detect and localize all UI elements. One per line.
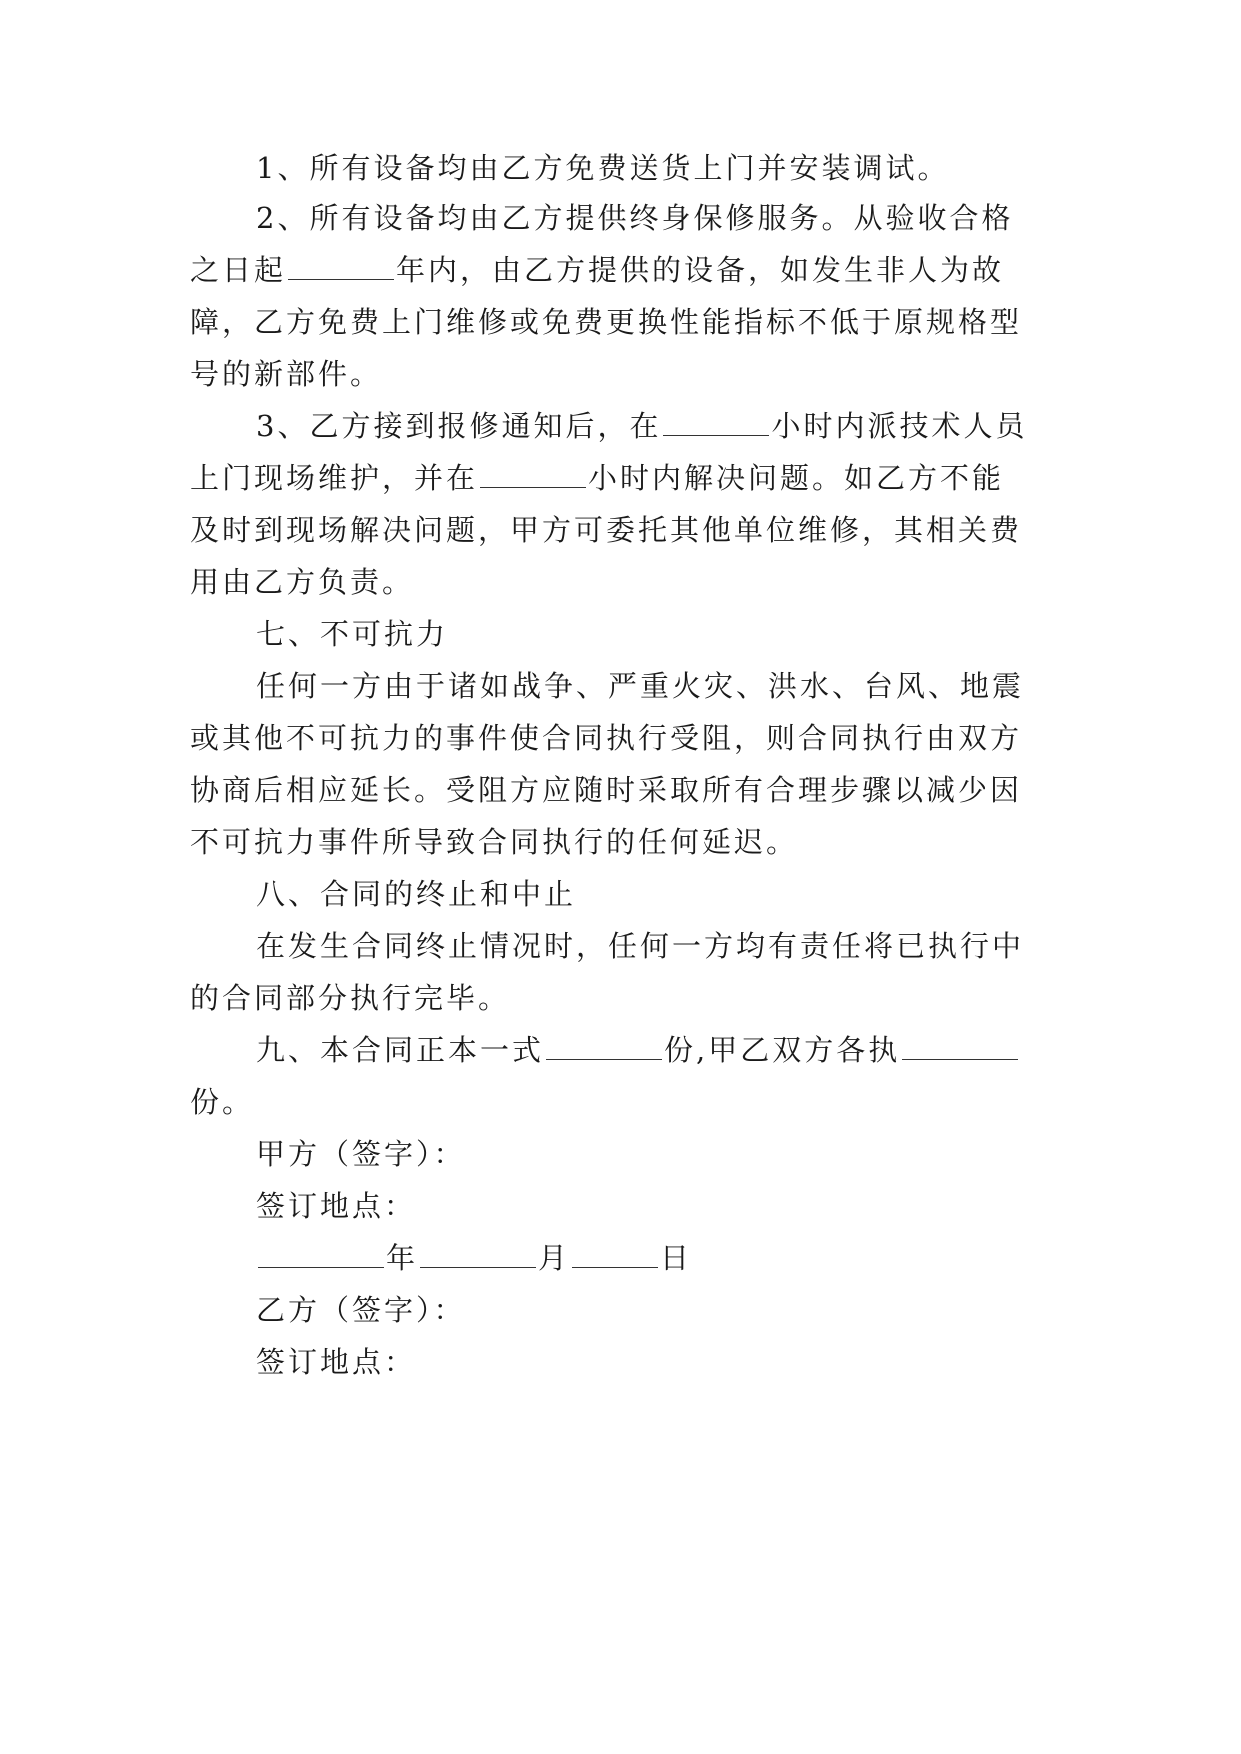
clause-text: 3、乙方接到报修通知后，在 <box>256 409 662 443</box>
resolve-hours-blank[interactable] <box>480 459 586 488</box>
clause-text: 小时内派技术人员 <box>771 409 1028 443</box>
clause-8-text <box>256 926 1024 966</box>
month-blank[interactable] <box>420 1239 536 1268</box>
clause-text: 用由乙方负责。 <box>190 565 415 599</box>
clause-7-text-cont <box>190 770 1022 810</box>
location-label: 签订地点： <box>256 1345 417 1379</box>
section-heading: 八、合同的终止和中止 <box>256 877 577 911</box>
party-b-signature <box>256 1290 466 1330</box>
clause-text: 份,甲乙双方各执 <box>664 1033 901 1067</box>
day-label: 日 <box>660 1241 693 1275</box>
clause-text: 号的新部件。 <box>190 357 383 391</box>
day-blank[interactable] <box>572 1239 658 1268</box>
year-label: 年 <box>386 1241 419 1275</box>
clause-6-item-2-cont <box>190 250 1004 290</box>
section-9-copies <box>256 1030 1020 1070</box>
signing-date <box>256 1238 692 1278</box>
signature-label: 甲方（签字）： <box>256 1137 466 1171</box>
clause-8-text-cont <box>190 978 510 1018</box>
clause-text: 之日起 <box>190 253 287 287</box>
clause-6-item-3 <box>256 406 1027 446</box>
clause-text: 1、所有设备均由乙方免费送货上门并安装调试。 <box>256 151 950 185</box>
clause-text: 障，乙方免费上门维修或免费更换性能指标不低于原规格型 <box>190 305 1023 339</box>
clause-text: 或其他不可抗力的事件使合同执行受阻，则合同执行由双方 <box>190 721 1023 755</box>
clause-6-item-2 <box>256 198 1013 238</box>
copies-total-blank[interactable] <box>546 1031 662 1060</box>
clause-text: 不可抗力事件所导致合同执行的任何延迟。 <box>190 825 799 859</box>
clause-text: 上门现场维护，并在 <box>190 461 479 495</box>
section-heading-7 <box>256 614 448 654</box>
section-heading-8 <box>256 874 576 914</box>
signature-label: 乙方（签字）： <box>256 1293 466 1327</box>
party-b-location <box>256 1342 416 1382</box>
clause-text: 九、本合同正本一式 <box>256 1033 545 1067</box>
party-a-location <box>256 1186 416 1226</box>
month-label: 月 <box>538 1241 571 1275</box>
year-blank[interactable] <box>258 1239 384 1268</box>
clause-text: 协商后相应延长。受阻方应随时采取所有合理步骤以减少因 <box>190 773 1023 807</box>
clause-text: 在发生合同终止情况时，任何一方均有责任将已执行中 <box>256 929 1025 963</box>
clause-6-item-3-cont <box>190 458 1004 498</box>
party-a-signature <box>256 1134 466 1174</box>
clause-text: 小时内解决问题。如乙方不能 <box>588 461 1005 495</box>
clause-text: 年内，由乙方提供的设备，如发生非人为故 <box>396 253 1005 287</box>
dispatch-hours-blank[interactable] <box>663 407 769 436</box>
clause-6-item-3-cont <box>190 562 414 602</box>
clause-text: 份。 <box>190 1085 255 1119</box>
clause-text: 及时到现场解决问题，甲方可委托其他单位维修，其相关费 <box>190 513 1023 547</box>
clause-6-item-1 <box>256 148 949 188</box>
clause-text: 的合同部分执行完毕。 <box>190 981 511 1015</box>
warranty-years-blank[interactable] <box>288 251 394 280</box>
location-label: 签订地点： <box>256 1189 417 1223</box>
clause-6-item-2-cont <box>190 302 1022 342</box>
clause-7-text-cont <box>190 822 798 862</box>
clause-6-item-2-cont <box>190 354 382 394</box>
clause-text: 2、所有设备均由乙方提供终身保修服务。从验收合格 <box>256 201 1014 235</box>
section-9-copies-cont <box>190 1082 254 1122</box>
clause-text: 任何一方由于诸如战争、严重火灾、洪水、台风、地震 <box>256 669 1025 703</box>
section-heading: 七、不可抗力 <box>256 617 449 651</box>
clause-7-text <box>256 666 1024 706</box>
clause-6-item-3-cont <box>190 510 1022 550</box>
copies-each-blank[interactable] <box>902 1031 1018 1060</box>
clause-7-text-cont <box>190 718 1022 758</box>
